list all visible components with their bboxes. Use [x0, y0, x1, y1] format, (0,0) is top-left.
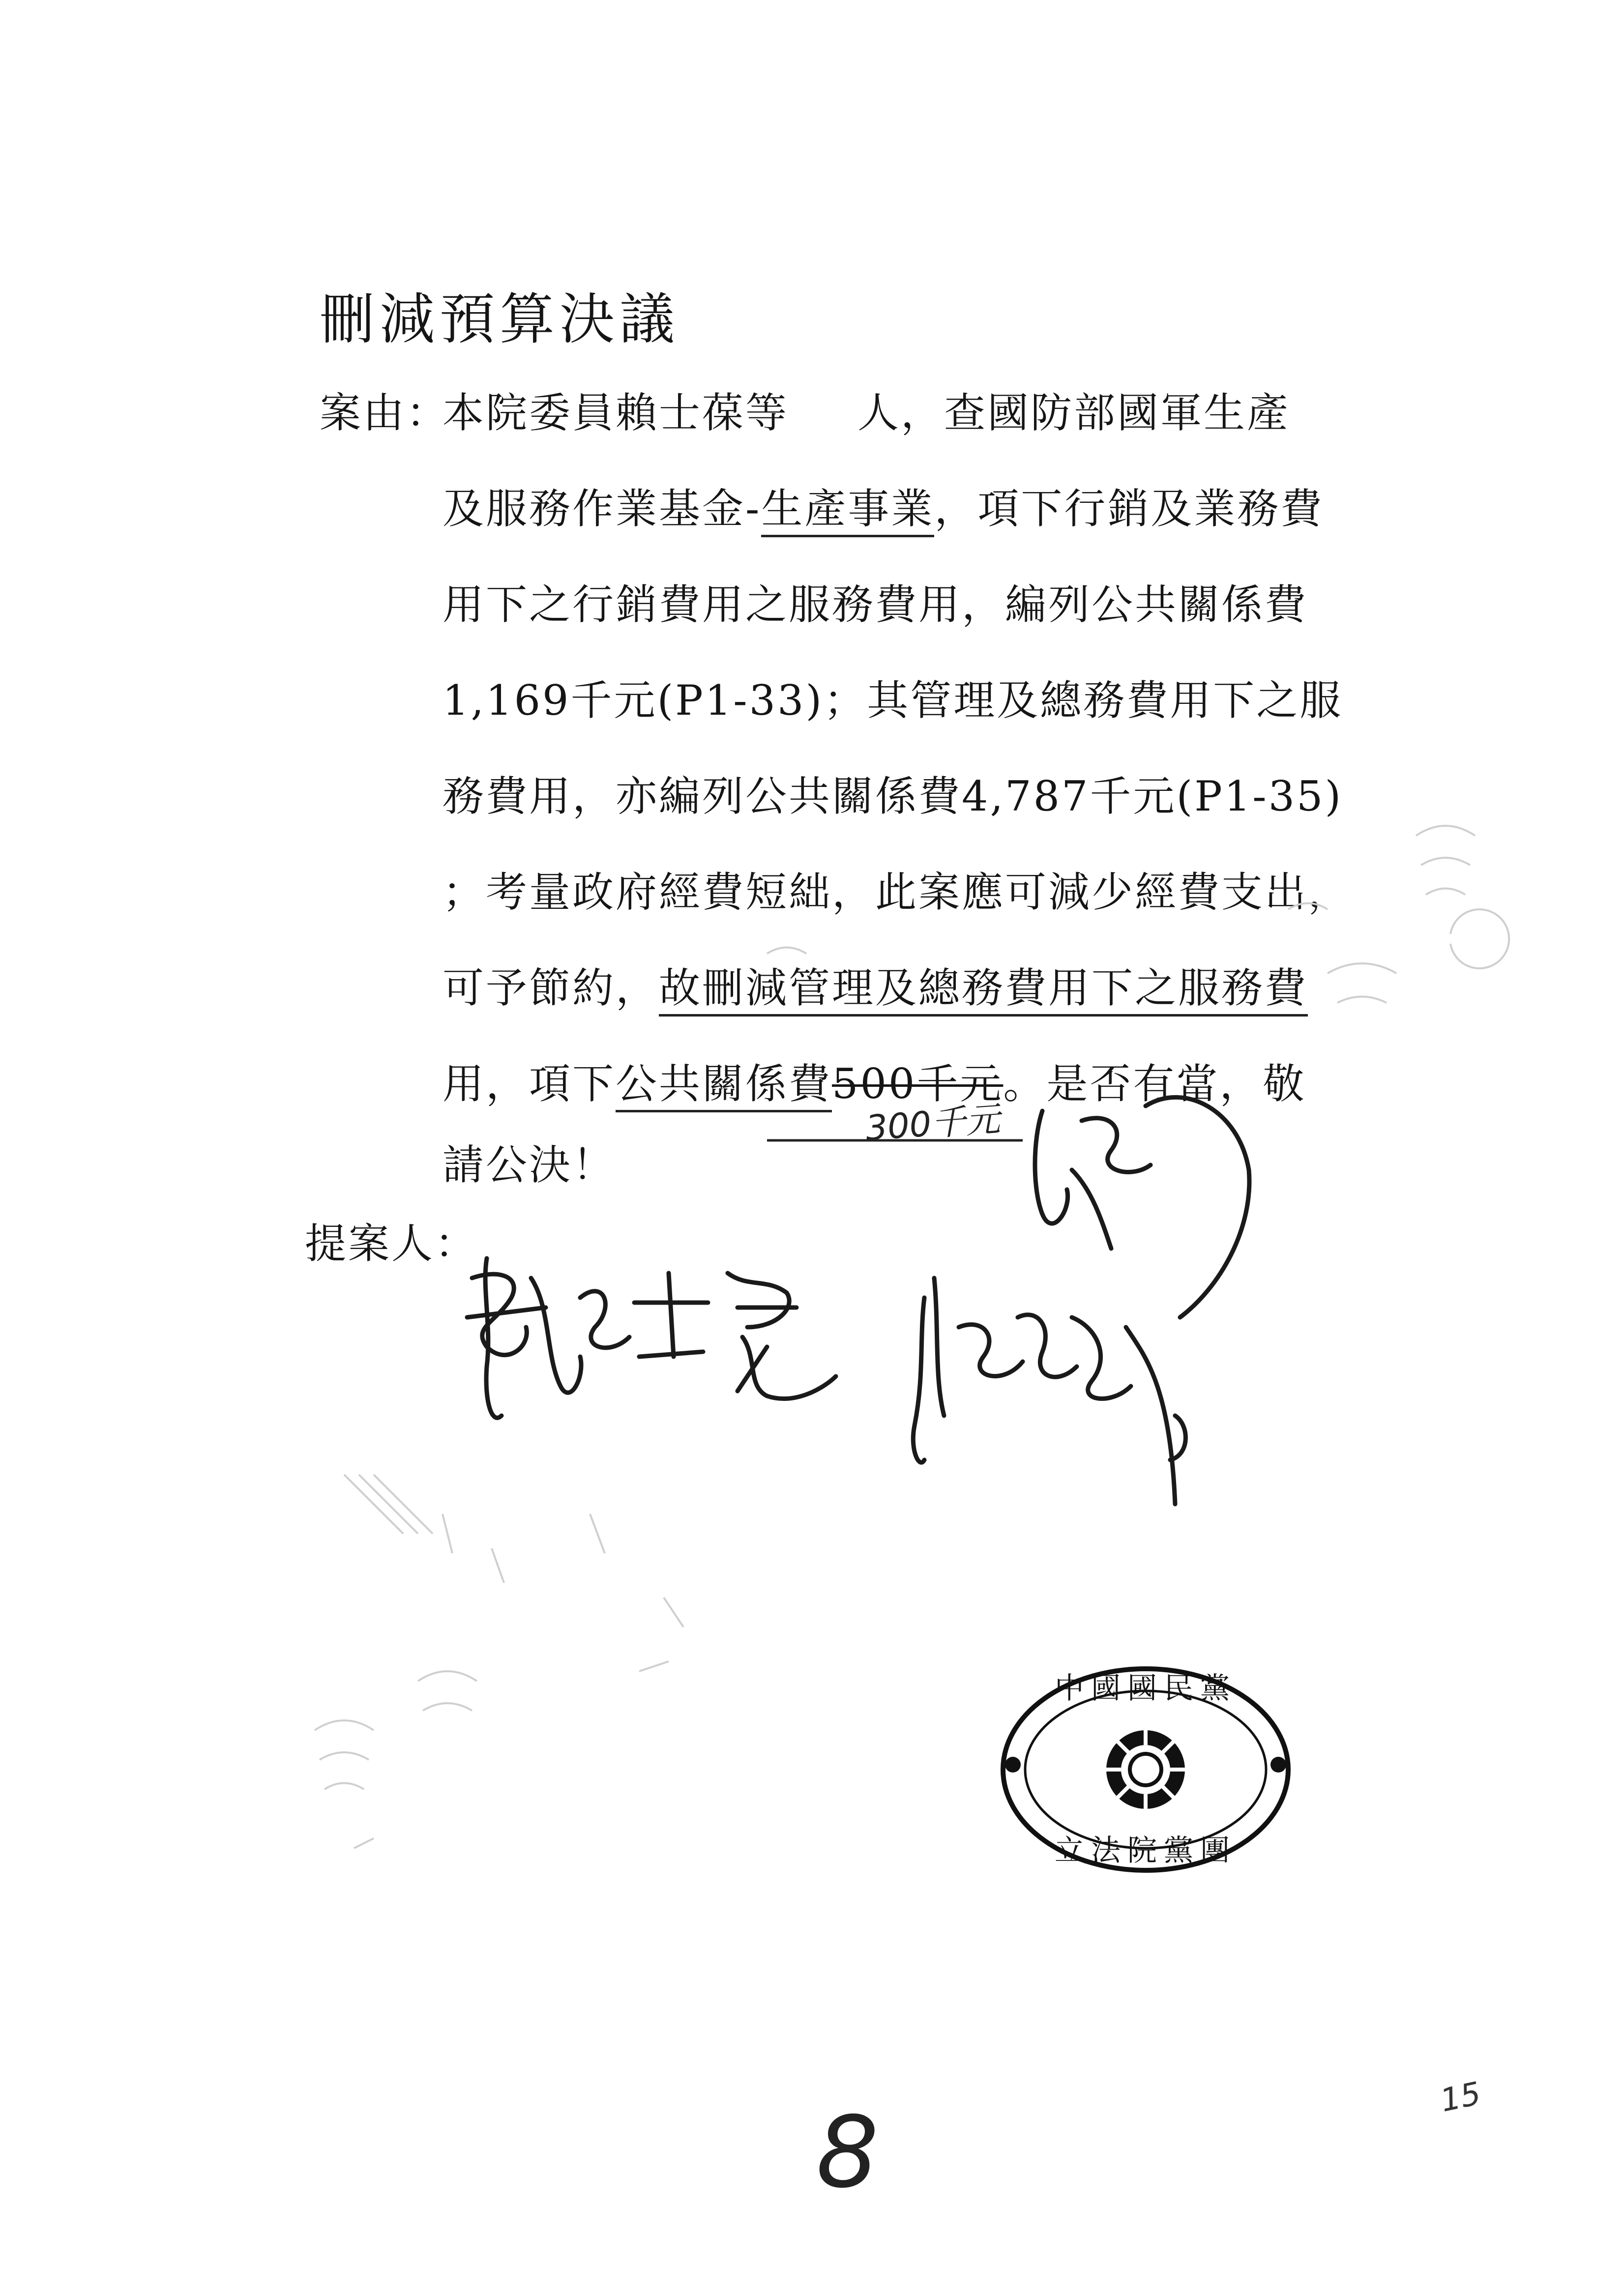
- underlined-production-business: 生產事業: [761, 485, 934, 537]
- case-label: 案由：: [320, 389, 450, 437]
- underlined-public-relations: 公共關係費: [616, 1060, 832, 1112]
- body-line-6: ；考量政府經費短絀，此案應可減少經費支出，: [443, 868, 1352, 916]
- line2-start: 及服務作業基金: [443, 485, 746, 533]
- scan-artifacts: [315, 826, 1509, 1848]
- struck-amount: 500千元: [832, 1060, 1004, 1108]
- corner-mark: 15: [1437, 2075, 1484, 2120]
- seal-top-text: 中國國民黨: [1055, 1671, 1237, 1706]
- line7-start: 可予節約，: [443, 964, 659, 1012]
- seal-flower-left: [1005, 1757, 1021, 1773]
- signature-second: [913, 1097, 1249, 1504]
- body-line-9: 請公決！: [443, 1141, 616, 1189]
- line8-prefix: 用，項下: [443, 1060, 616, 1108]
- body-line-4: 1,169千元(P1-33)；其管理及總務費用下之服: [443, 676, 1343, 725]
- line2-end: ，項下行銷及業務費: [934, 485, 1324, 533]
- line2-mark: -: [745, 485, 762, 533]
- seal-bottom-text: 立法院黨團: [1055, 1833, 1237, 1868]
- body-line-5: 務費用，亦編列公共關係費4,787千元(P1-35): [443, 772, 1343, 820]
- proposer-label: 提案人：: [305, 1220, 478, 1268]
- document-title: 刪減預算決議: [320, 288, 679, 351]
- page-number: 8: [816, 2095, 879, 2210]
- line8-end: 。是否有當，敬: [1003, 1060, 1306, 1108]
- underlined-cut-clause: 故刪減管理及總務費用下之服務費: [659, 964, 1308, 1017]
- party-seal: [1003, 1669, 1288, 1870]
- body-line-3: 用下之行銷費用之服務費用，編列公共關係費: [443, 581, 1308, 629]
- line1-start: 本院委員賴士葆等: [443, 389, 789, 437]
- seal-flower-right: [1270, 1757, 1286, 1773]
- handwritten-correction: 300千元: [864, 1099, 1002, 1149]
- signature-lai: [467, 1258, 836, 1418]
- line1-end: 人，查國防部國軍生產: [857, 389, 1291, 437]
